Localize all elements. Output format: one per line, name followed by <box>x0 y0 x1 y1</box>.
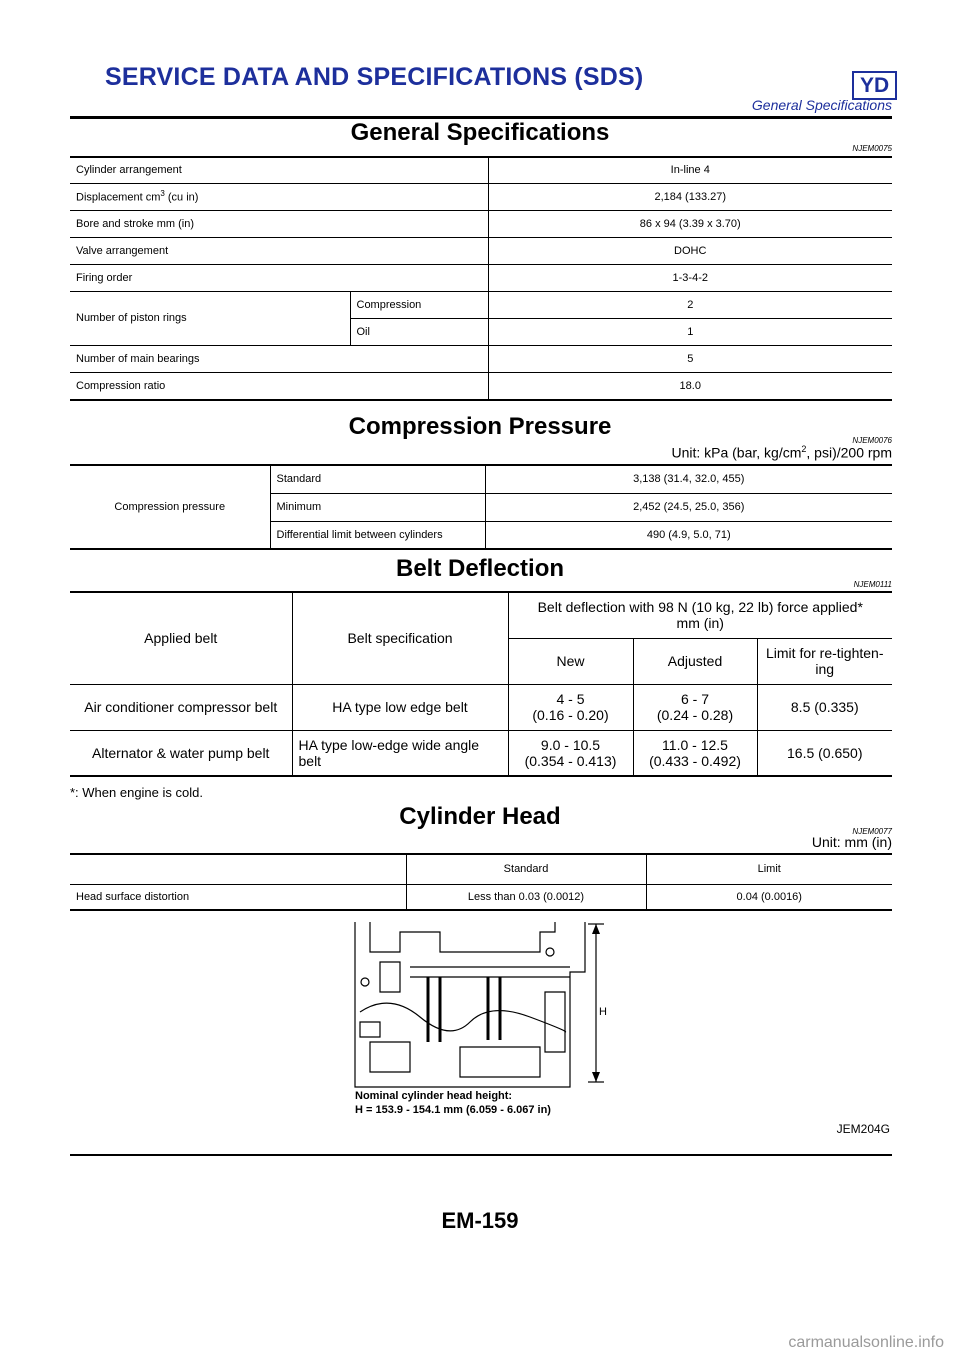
sub-label: Compression <box>350 291 488 318</box>
cylinder-head-figure <box>340 922 625 1122</box>
compression-title: Compression Pressure <box>348 413 612 440</box>
row-label: Cylinder arrangement <box>70 157 488 183</box>
cylinder-head-code: NJEM0077 <box>852 827 892 836</box>
belt-new: 4 - 5 (0.16 - 0.20) <box>508 684 633 730</box>
table-row <box>70 684 892 730</box>
figure-caption-line2: H = 153.9 - 154.1 mm (6.059 - 6.067 in) <box>355 1104 551 1116</box>
belt-spec: HA type low-edge wide angle belt <box>292 730 508 776</box>
row-value: 1-3-4-2 <box>488 264 892 291</box>
row-value: 1 <box>488 318 892 345</box>
general-specs-code: NJEM0075 <box>852 144 892 153</box>
general-specs-title: General Specifications <box>350 119 610 146</box>
table-row <box>70 264 892 291</box>
compression-code: NJEM0076 <box>852 436 892 445</box>
row-label: Displacement $cm^3$ (cu in) <box>70 183 488 210</box>
height-label: H <box>599 1006 607 1018</box>
belt-applied: Alternator & water pump belt <box>70 730 292 776</box>
table-row <box>70 884 892 910</box>
compression-table <box>70 464 892 550</box>
belt-title: Belt Deflection <box>395 555 565 582</box>
belt-footnote: *: When engine is cold. <box>70 785 203 800</box>
table-row <box>70 465 892 493</box>
row-label: Number of main bearings <box>70 345 488 372</box>
col-header-deflection: Belt deflection with 98 N (10 kg, 22 lb) force applied* mm (in) <box>508 592 892 638</box>
model-badge: YD <box>852 71 897 100</box>
row-value: 2 <box>488 291 892 318</box>
belt-adjusted: 6 - 7 (0.24 - 0.28) <box>633 684 757 730</box>
row-label: Head surface distortion <box>70 884 406 910</box>
belt-new: 9.0 - 10.5 (0.354 - 0.413) <box>508 730 633 776</box>
col-header-spec: Belt specification <box>292 592 508 684</box>
table-row <box>70 592 892 638</box>
cylinder-head-table <box>70 853 892 911</box>
row-value: 5 <box>488 345 892 372</box>
table-row <box>70 854 892 884</box>
cylinder-head-unit: Unit: mm (in) <box>811 834 892 850</box>
table-row <box>70 730 892 776</box>
row-label: Compression ratio <box>70 372 488 400</box>
belt-spec: HA type low edge belt <box>292 684 508 730</box>
row-value: 18.0 <box>488 372 892 400</box>
belt-table <box>70 591 892 777</box>
cylinder-head-illustration <box>340 922 625 1122</box>
empty-header-cell <box>70 854 406 884</box>
col-header-limit: Limit for re-tighten- ing <box>757 638 892 684</box>
table-row <box>70 237 892 264</box>
watermark: carmanualsonline.info <box>788 1334 944 1351</box>
belt-limit: 8.5 (0.335) <box>757 684 892 730</box>
section-header-subtitle: General Specifications <box>751 97 892 113</box>
col-header-adjusted: Adjusted <box>633 638 757 684</box>
table-row <box>70 291 892 318</box>
table-row <box>70 210 892 237</box>
bottom-rule <box>70 1154 892 1156</box>
table-row <box>70 157 892 183</box>
sub-label: Oil <box>350 318 488 345</box>
col-header-new: New <box>508 638 633 684</box>
table-row <box>70 345 892 372</box>
belt-applied: Air conditioner compressor belt <box>70 684 292 730</box>
col-header-limit: Limit <box>646 854 892 884</box>
row-label: Firing order <box>70 264 488 291</box>
row-label: Number of piston rings <box>70 291 350 345</box>
sub-label: Standard <box>270 465 485 493</box>
row-value: 490 (4.9, 5.0, 71) <box>485 521 892 549</box>
row-value: DOHC <box>488 237 892 264</box>
row-value: 2,184 (133.27) <box>488 183 892 210</box>
row-label: Compression pressure <box>70 465 270 549</box>
belt-code: NJEM0111 <box>853 580 892 589</box>
sub-label: Differential limit between cylinders <box>270 521 485 549</box>
col-header-standard: Standard <box>406 854 646 884</box>
row-value: 2,452 (24.5, 25.0, 356) <box>485 493 892 521</box>
figure-caption-line1: Nominal cylinder head height: <box>355 1090 513 1102</box>
page-number: EM-159 <box>441 1208 519 1233</box>
col-header-applied: Applied belt <box>70 592 292 684</box>
row-value: 3,138 (31.4, 32.0, 455) <box>485 465 892 493</box>
compression-unit: Unit: kPa (bar, $kg/cm^2$, psi)/200 rpm <box>671 444 892 461</box>
table-row <box>70 183 892 210</box>
row-label: Bore and stroke mm (in) <box>70 210 488 237</box>
sub-label: Minimum <box>270 493 485 521</box>
general-specs-table <box>70 156 892 401</box>
row-value: 86 x 94 (3.39 x 3.70) <box>488 210 892 237</box>
row-value: In-line 4 <box>488 157 892 183</box>
row-label: Valve arrangement <box>70 237 488 264</box>
row-limit: 0.04 (0.0016) <box>646 884 892 910</box>
belt-limit: 16.5 (0.650) <box>757 730 892 776</box>
section-header-title: SERVICE DATA AND SPECIFICATIONS (SDS) <box>105 63 644 91</box>
table-row <box>70 372 892 400</box>
belt-adjusted: 11.0 - 12.5 (0.433 - 0.492) <box>633 730 757 776</box>
figure-code: JEM204G <box>836 1122 890 1136</box>
cylinder-head-title: Cylinder Head <box>399 803 561 830</box>
row-standard: Less than 0.03 (0.0012) <box>406 884 646 910</box>
